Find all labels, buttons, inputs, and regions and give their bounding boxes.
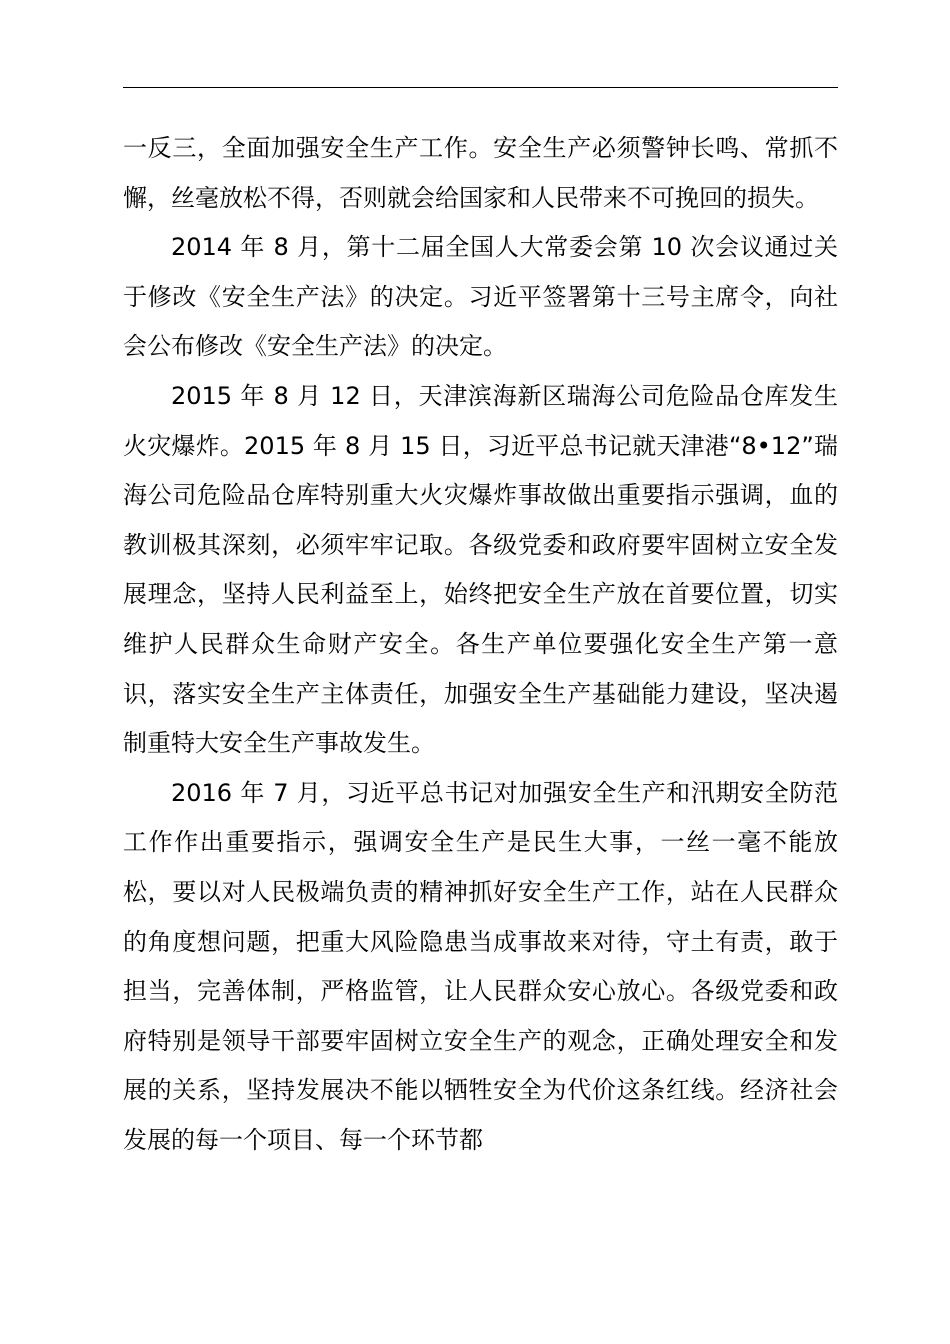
- paragraph-2014: 2014 年 8 月，第十二届全国人大常委会第 10 次会议通过关于修改《安全生产法》的决定。习近平签署第十三号主席令，向社会公布修改《安全生产法》的决定。: [123, 233, 838, 361]
- header-rule: [123, 87, 838, 88]
- paragraph-2016: 2016 年 7 月，习近平总书记对加强安全生产和汛期安全防范工作作出重要指示，强调安全生产是民生大事，一丝一毫不能放松，要以对人民极端负责的精神抓好安全生产工作，站在人民群众的角度想问题，把重大风险隐患当成事故来对待，守土有责，敢于担当，完善体制，严格监管，让人民群众安心放心。各级党委和政府特别是领导干部要牢固树立安全生产的观念，正确处理安全和发展的关系，坚持发展决不能以牺牲安全为代价这条红线。经济社会发展的每一个项目、每一个环节都: [123, 778, 838, 1154]
- paragraph-continued: 一反三，全面加强安全生产工作。安全生产必须警钟长鸣、常抓不懈，丝毫放松不得，否则就会给国家和人民带来不可挽回的损失。: [123, 134, 838, 212]
- document-body: [123, 124, 838, 1165]
- paragraph-2015: 2015 年 8 月 12 日，天津滨海新区瑞海公司危险品仓库发生火灾爆炸。2015 年 8 月 15 日，习近平总书记就天津港“8•12”瑞海公司危险品仓库特别重大火灾爆炸事故做出重要指示强调，血的教训极其深刻，必须牢牢记取。各级党委和政府要牢固树立安全发展理念，坚持人民利益至上，始终把安全生产放在首要位置，切实维护人民群众生命财产安全。各生产单位要强化安全生产第一意识，落实安全生产主体责任，加强安全生产基础能力建设，坚决遏制重特大安全生产事故发生。: [123, 381, 838, 758]
